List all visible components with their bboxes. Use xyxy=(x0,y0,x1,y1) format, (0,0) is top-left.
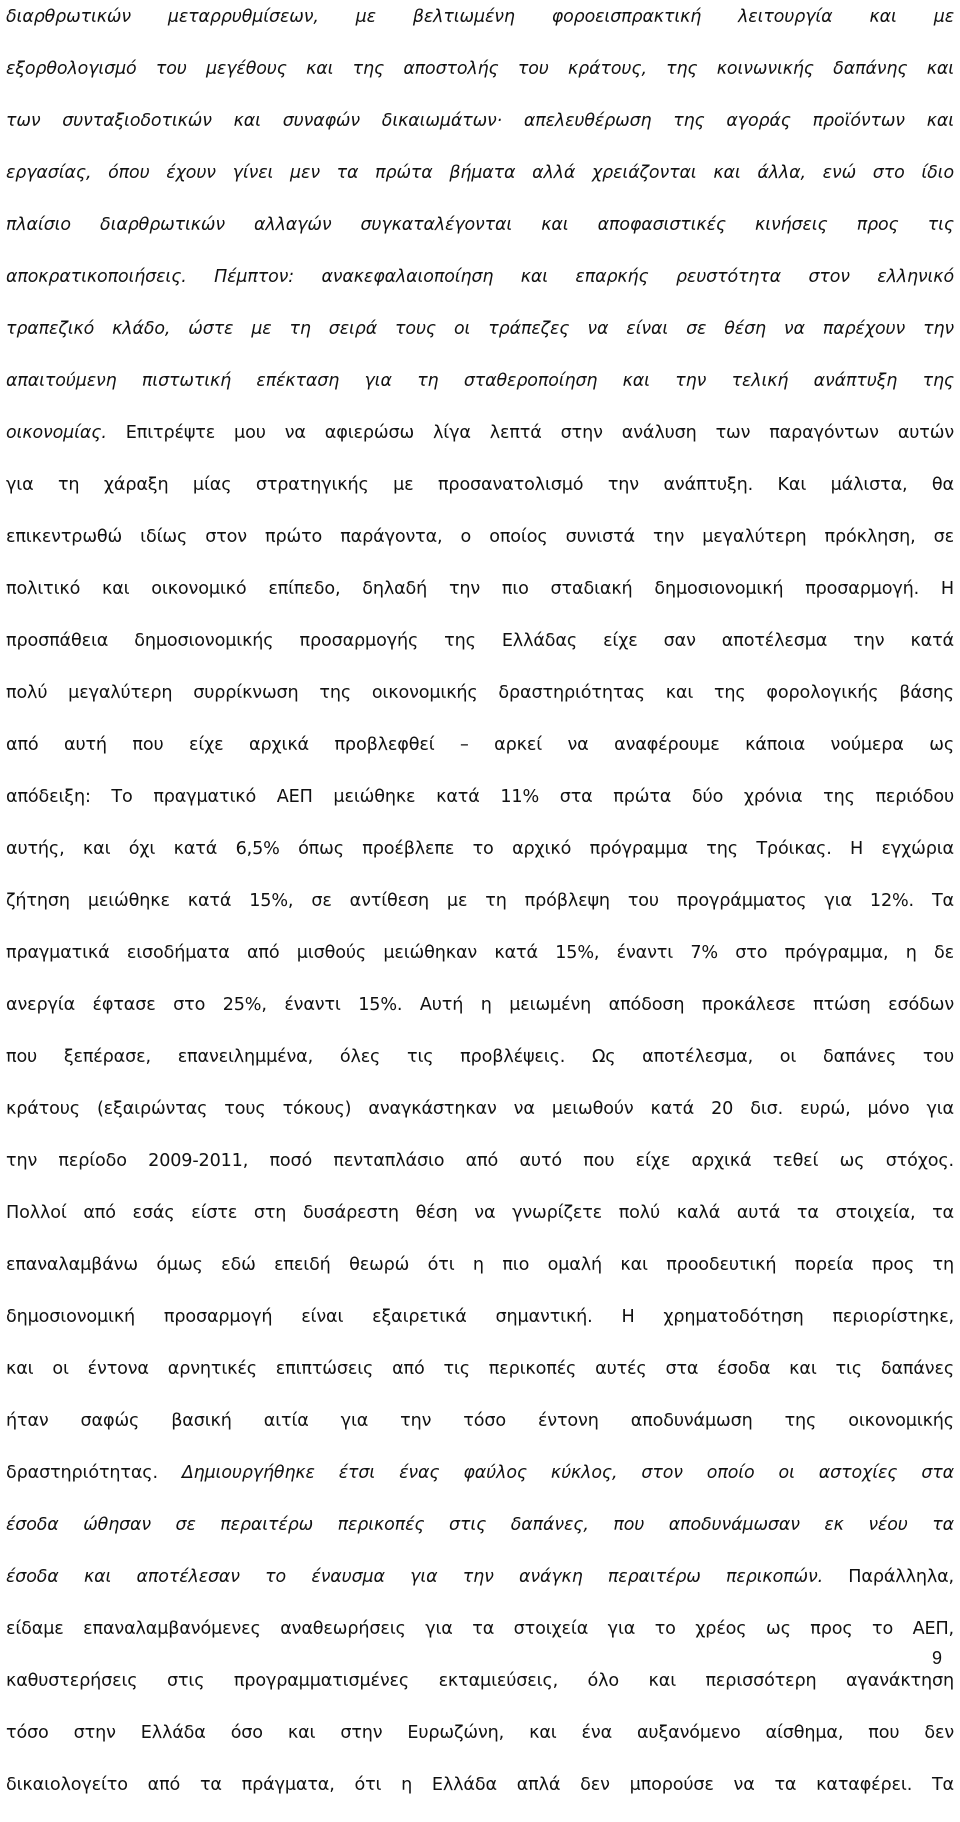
text-segment: πολύ μεγαλύτερη συρρίκνωση της οικονομικής δραστηριότητας και της φορολογικής βάσης xyxy=(6,683,954,703)
text-segment: ζήτηση μειώθηκε κατά 15%, σε αντίθεση με τη πρόβλεψη του προγράμματος για 12%. Τα xyxy=(6,891,954,911)
text-line xyxy=(6,1406,954,1458)
text-segment: Επιτρέψτε μου να αφιερώσω λίγα λεπτά στην ανάλυση των παραγόντων αυτών xyxy=(106,423,954,443)
text-line xyxy=(6,106,954,158)
text-line xyxy=(6,1562,954,1614)
text-segment: εξορθολογισμό του μεγέθους και της αποστολής του κράτους, της κοινωνικής δαπάνης και xyxy=(6,59,954,79)
text-segment: Παράλληλα, xyxy=(823,1567,954,1587)
text-segment: Πολλοί από εσάς είστε στη δυσάρεστη θέση να γνωρίζετε πολύ καλά αυτά τα στοιχεία, τα xyxy=(6,1203,954,1223)
text-line xyxy=(6,366,954,418)
text-line xyxy=(6,834,954,886)
text-line xyxy=(6,574,954,626)
text-line xyxy=(6,1666,954,1718)
text-segment: δημοσιονομική προσαρμογή είναι εξαιρετικά σημαντική. Η χρηματοδότηση περιορίστηκε, xyxy=(6,1307,954,1327)
text-line xyxy=(6,626,954,678)
text-segment: έσοδα ώθησαν σε περαιτέρω περικοπές στις δαπάνες, που αποδυνάμωσαν εκ νέου τα xyxy=(6,1515,954,1535)
text-segment: έσοδα και αποτέλεσαν το έναυσμα για την ανάγκη περαιτέρω περικοπών. xyxy=(6,1567,823,1587)
text-line xyxy=(6,1354,954,1406)
text-segment: εργασίας, όπου έχουν γίνει μεν τα πρώτα βήματα αλλά χρειάζονται και άλλα, ενώ στο ίδιο xyxy=(6,163,954,183)
text-segment: την περίοδο 2009-2011, ποσό πενταπλάσιο από αυτό που είχε αρχικά τεθεί ως στόχος. xyxy=(6,1151,954,1171)
text-segment: ήταν σαφώς βασική αιτία για την τόσο έντονη αποδυνάμωση της οικονομικής xyxy=(6,1411,954,1431)
text-segment: των συνταξιοδοτικών και συναφών δικαιωμάτων· απελευθέρωση της αγοράς προϊόντων και xyxy=(6,111,954,131)
text-line xyxy=(6,990,954,1042)
text-line xyxy=(6,938,954,990)
text-segment: πλαίσιο διαρθρωτικών αλλαγών συγκαταλέγονται και αποφασιστικές κινήσεις προς τις xyxy=(6,215,954,235)
text-segment: είδαμε επαναλαμβανόμενες αναθεωρήσεις για τα στοιχεία για το χρέος ως προς το ΑΕΠ, xyxy=(6,1619,954,1639)
text-line xyxy=(6,54,954,106)
text-line xyxy=(6,1042,954,1094)
text-line xyxy=(6,782,954,834)
text-line xyxy=(6,1146,954,1198)
text-line xyxy=(6,1718,954,1770)
text-line xyxy=(6,522,954,574)
text-segment: τραπεζικό κλάδο, ώστε με τη σειρά τους οι τράπεζες να είναι σε θέση να παρέχουν την xyxy=(6,319,954,339)
text-line xyxy=(6,730,954,782)
text-line xyxy=(6,314,954,366)
text-segment: πολιτικό και οικονομικό επίπεδο, δηλαδή την πιο σταδιακή δημοσιονομική προσαρμογή. Η xyxy=(6,579,954,599)
text-segment: τόσο στην Ελλάδα όσο και στην Ευρωζώνη, και ένα αυξανόμενο αίσθημα, που δεν xyxy=(6,1723,954,1743)
text-line xyxy=(6,1770,954,1822)
text-segment: απαιτούμενη πιστωτική επέκταση για τη σταθεροποίηση και την τελική ανάπτυξη της xyxy=(6,371,954,391)
text-segment: οικονομίας. xyxy=(6,423,107,443)
body-text xyxy=(6,2,954,1822)
text-line xyxy=(6,418,954,470)
text-line xyxy=(6,158,954,210)
text-line xyxy=(6,1094,954,1146)
text-line xyxy=(6,2,954,54)
text-line xyxy=(6,1198,954,1250)
text-segment: που ξεπέρασε, επανειλημμένα, όλες τις προβλέψεις. Ως αποτέλεσμα, οι δαπάνες του xyxy=(6,1047,954,1067)
text-segment: απόδειξη: Το πραγματικό ΑΕΠ μειώθηκε κατά 11% στα πρώτα δύο χρόνια της περιόδου xyxy=(6,787,954,807)
text-segment: Δημιουργήθηκε έτσι ένας φαύλος κύκλος, στον οποίο οι αστοχίες στα xyxy=(157,1463,954,1483)
text-segment: καθυστερήσεις στις προγραμματισμένες εκταμιεύσεις, όλο και περισσότερη αγανάκτηση xyxy=(6,1671,954,1691)
text-line xyxy=(6,210,954,262)
text-segment: διαρθρωτικών μεταρρυθμίσεων, με βελτιωμένη φοροεισπρακτική λειτουργία και με xyxy=(6,7,954,27)
document-page xyxy=(6,0,954,1795)
text-segment: και οι έντονα αρνητικές επιπτώσεις από τις περικοπές αυτές στα έσοδα και τις δαπάνες xyxy=(6,1359,954,1379)
text-segment: επικεντρωθώ ιδίως στον πρώτο παράγοντα, ο οποίος συνιστά την μεγαλύτερη πρόκληση, σε xyxy=(6,527,954,547)
text-line xyxy=(6,470,954,522)
text-line xyxy=(6,1614,954,1666)
text-segment: για τη χάραξη μίας στρατηγικής με προσανατολισμό την ανάπτυξη. Και μάλιστα, θα xyxy=(6,475,954,495)
page-number: 9 xyxy=(931,1648,942,1668)
text-line xyxy=(6,1250,954,1302)
text-segment: επαναλαμβάνω όμως εδώ επειδή θεωρώ ότι η πιο ομαλή και προοδευτική πορεία προς τη xyxy=(6,1255,954,1275)
text-segment: ανεργία έφτασε στο 25%, έναντι 15%. Αυτή η μειωμένη απόδοση προκάλεσε πτώση εσόδων xyxy=(6,995,954,1015)
text-segment: αυτής, και όχι κατά 6,5% όπως προέβλεπε το αρχικό πρόγραμμα της Τρόικας. Η εγχώρια xyxy=(6,839,954,859)
text-segment: προσπάθεια δημοσιονομικής προσαρμογής της Ελλάδας είχε σαν αποτέλεσμα την κατά xyxy=(6,631,954,651)
text-segment: από αυτή που είχε αρχικά προβλεφθεί – αρκεί να αναφέρουμε κάποια νούμερα ως xyxy=(6,735,954,755)
text-segment: αποκρατικοποιήσεις. Πέμπτον: ανακεφαλαιοποίηση και επαρκής ρευστότητα στον ελληνικό xyxy=(6,267,954,287)
text-line xyxy=(6,1458,954,1510)
text-line xyxy=(6,886,954,938)
text-line xyxy=(6,1510,954,1562)
text-line xyxy=(6,262,954,314)
text-segment: κράτους (εξαιρώντας τους τόκους) αναγκάστηκαν να μειωθούν κατά 20 δισ. ευρώ, μόνο για xyxy=(6,1099,954,1119)
text-segment: πραγματικά εισοδήματα από μισθούς μειώθηκαν κατά 15%, έναντι 7% στο πρόγραμμα, η δε xyxy=(6,943,954,963)
text-line xyxy=(6,678,954,730)
text-line xyxy=(6,1302,954,1354)
text-segment: δικαιολογείτο από τα πράγματα, ότι η Ελλάδα απλά δεν μπορούσε να τα καταφέρει. Τα xyxy=(6,1775,954,1795)
text-segment: δραστηριότητας. xyxy=(6,1463,158,1483)
